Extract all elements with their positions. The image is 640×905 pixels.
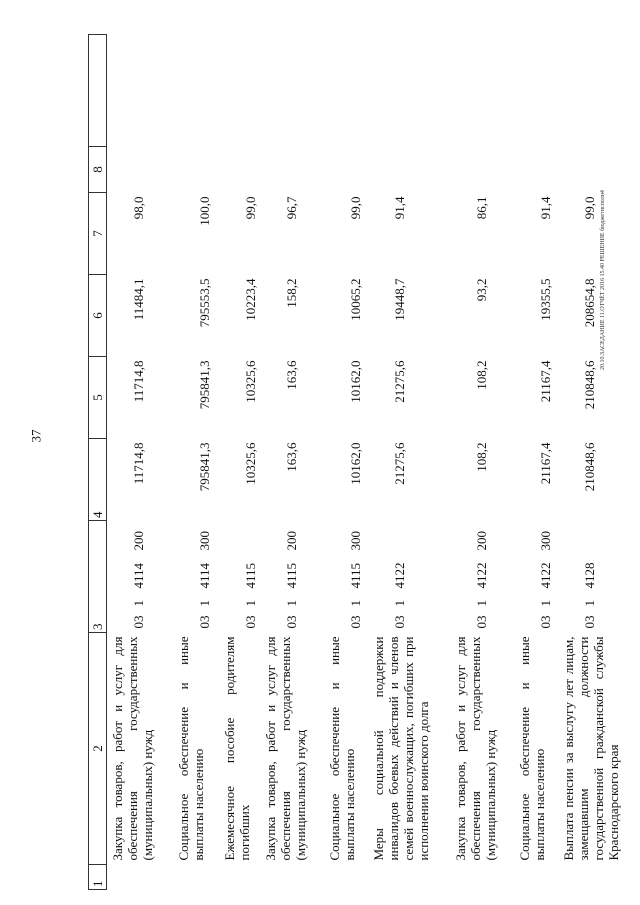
row-code-b: 1 [347, 600, 363, 607]
row-spacer [107, 865, 173, 890]
row-tail [260, 147, 324, 193]
row-code-a: 03 [537, 615, 553, 629]
row-value-h: 99,0 [347, 196, 363, 220]
row-code-b: 1 [473, 600, 489, 607]
row-value-e: 21275,6 [391, 442, 407, 485]
header-col-5: 5 [89, 357, 107, 439]
row-value-h: 98,0 [131, 196, 146, 220]
table-row [558, 35, 634, 890]
row-tail [368, 147, 450, 193]
row-code-b: 1 [242, 600, 258, 607]
row-code-a: 03 [131, 615, 146, 629]
row-value-e: 10162,0 [347, 442, 363, 485]
row-code-d: 200 [131, 531, 146, 551]
row-code-a: 03 [242, 615, 258, 629]
row-code-b: 1 [283, 600, 299, 607]
row-value-f: 11714,8 [131, 360, 146, 403]
row-value-f: 210848,6 [581, 360, 597, 410]
row-spacer [173, 865, 219, 890]
row-value-e: 210848,6 [581, 442, 597, 492]
row-code-c: 4128 [581, 562, 597, 589]
row-spacer [260, 865, 324, 890]
row-code-b: 1 [131, 600, 146, 607]
row-value-g: 158,2 [283, 278, 299, 308]
header-col-7: 7 [89, 193, 107, 275]
header-col-2: 2 [89, 633, 107, 865]
row-code-a: 03 [347, 615, 363, 629]
row-value-e: 11714,8 [131, 442, 146, 485]
header-col-3: 3 [89, 521, 107, 633]
row-code-c: 4115 [347, 562, 363, 589]
row-tail [514, 147, 558, 193]
row-code-d: 300 [196, 531, 212, 551]
row-value-g: 208654,8 [581, 278, 597, 328]
row-value-f: 10325,6 [242, 360, 258, 403]
row-code-c: 4114 [196, 562, 212, 589]
row-value-f: 21167,4 [537, 360, 553, 403]
header-col-8: 8 [89, 147, 107, 193]
row-value-f: 21275,6 [391, 360, 407, 403]
row-code-b: 1 [391, 600, 407, 607]
table-row [450, 35, 514, 890]
row-name: Социальное обеспечение и иные выплаты населению [175, 636, 206, 861]
row-tail [107, 147, 173, 193]
table-row [260, 35, 324, 890]
table-row [514, 35, 558, 890]
row-tail [450, 147, 514, 193]
row-value-g: 10223,4 [242, 278, 258, 321]
row-value-e: 163,6 [283, 442, 299, 472]
row-value-g: 11484,1 [131, 278, 146, 321]
row-code-d [558, 521, 634, 555]
row-code-d: 200 [473, 531, 489, 551]
row-tail [219, 147, 260, 193]
table-row [368, 35, 450, 890]
row-code-a: 03 [473, 615, 489, 629]
row-value-g: 795553,5 [196, 278, 212, 328]
row-code-b: 1 [196, 600, 212, 607]
row-spacer [450, 865, 514, 890]
footer-file-path: 20.10.ЗАСЕДАНИЕ 11.ОТЧЁТ 2016 15.40 РЕШЕНИЕ бюджетисполн4 [600, 190, 606, 370]
row-code-d: 200 [283, 531, 299, 551]
row-spacer [368, 865, 450, 890]
row-value-g: 19448,7 [391, 278, 407, 321]
header-col-4: 4 [89, 439, 107, 521]
row-code-d [368, 521, 450, 555]
row-name: Социальное обеспечение и иные выплаты населению [516, 636, 547, 861]
budget-table [88, 34, 634, 890]
row-value-e: 108,2 [473, 442, 489, 472]
row-value-f: 10162,0 [347, 360, 363, 403]
row-value-h: 86,1 [473, 196, 489, 220]
row-tail [173, 147, 219, 193]
header-col-1: 1 [89, 865, 107, 890]
row-value-e: 10325,6 [242, 442, 258, 485]
row-name: Закупка товаров, работ и услуг для обеспечения государственных (муниципальных) нужд [110, 636, 155, 861]
table-header-row [89, 35, 107, 890]
row-value-g: 19355,5 [537, 278, 553, 321]
row-value-g: 93,2 [473, 278, 489, 302]
row-code-d: 300 [537, 531, 553, 551]
row-code-d [219, 521, 260, 555]
row-value-h: 91,4 [391, 196, 407, 220]
row-code-c: 4114 [131, 562, 146, 589]
row-code-d: 300 [347, 531, 363, 551]
row-value-f: 108,2 [473, 360, 489, 390]
row-code-a: 03 [581, 615, 597, 629]
row-value-e: 21167,4 [537, 442, 553, 485]
header-col-9 [89, 35, 107, 147]
row-code-c: 4122 [537, 562, 553, 589]
row-code-c: 4122 [473, 562, 489, 589]
table-row [324, 35, 368, 890]
row-value-g: 10065,2 [347, 278, 363, 321]
row-spacer [558, 865, 634, 890]
row-value-h: 96,7 [283, 196, 299, 220]
table-row [107, 35, 173, 890]
row-spacer [514, 865, 558, 890]
row-value-f: 795841,3 [196, 360, 212, 410]
row-code-c: 4122 [391, 562, 407, 589]
page-number: 37 [28, 429, 44, 443]
row-spacer [324, 865, 368, 890]
row-name: Ежемесячное пособие родителям погибших [221, 636, 252, 861]
row-code-b: 1 [581, 600, 597, 607]
row-name: Закупка товаров, работ и услуг для обеспечения государственных (муниципальных) нужд [452, 636, 498, 861]
row-code-a: 03 [391, 615, 407, 629]
row-value-h: 99,0 [581, 196, 597, 220]
row-value-h: 100,0 [196, 196, 212, 226]
row-name: Выплата пенсии за выслугу лет лицам, замещавшим должности государственной гражданской службы Краснодарского края [560, 636, 621, 861]
row-name: Закупка товаров, работ и услуг для обеспечения государственных (муниципальных) нужд [262, 636, 308, 861]
row-code-c: 4115 [283, 562, 299, 589]
row-code-a: 03 [196, 615, 212, 629]
row-value-h: 99,0 [242, 196, 258, 220]
row-name: Меры социальной поддержки инвалидов боевых действий и членов семей военнослужащих, погибших при исполнении воинского долга [370, 636, 431, 861]
row-value-f: 163,6 [283, 360, 299, 390]
row-value-e: 795841,3 [196, 442, 212, 492]
row-code-c: 4115 [242, 562, 258, 589]
row-spacer [219, 865, 260, 890]
row-tail [558, 147, 634, 193]
table-row [173, 35, 219, 890]
table-row [219, 35, 260, 890]
row-name: Социальное обеспечение и иные выплаты населению [326, 636, 357, 861]
row-value-h: 91,4 [537, 196, 553, 220]
row-code-b: 1 [537, 600, 553, 607]
row-code-a: 03 [283, 615, 299, 629]
header-col-6: 6 [89, 275, 107, 357]
row-tail [324, 147, 368, 193]
